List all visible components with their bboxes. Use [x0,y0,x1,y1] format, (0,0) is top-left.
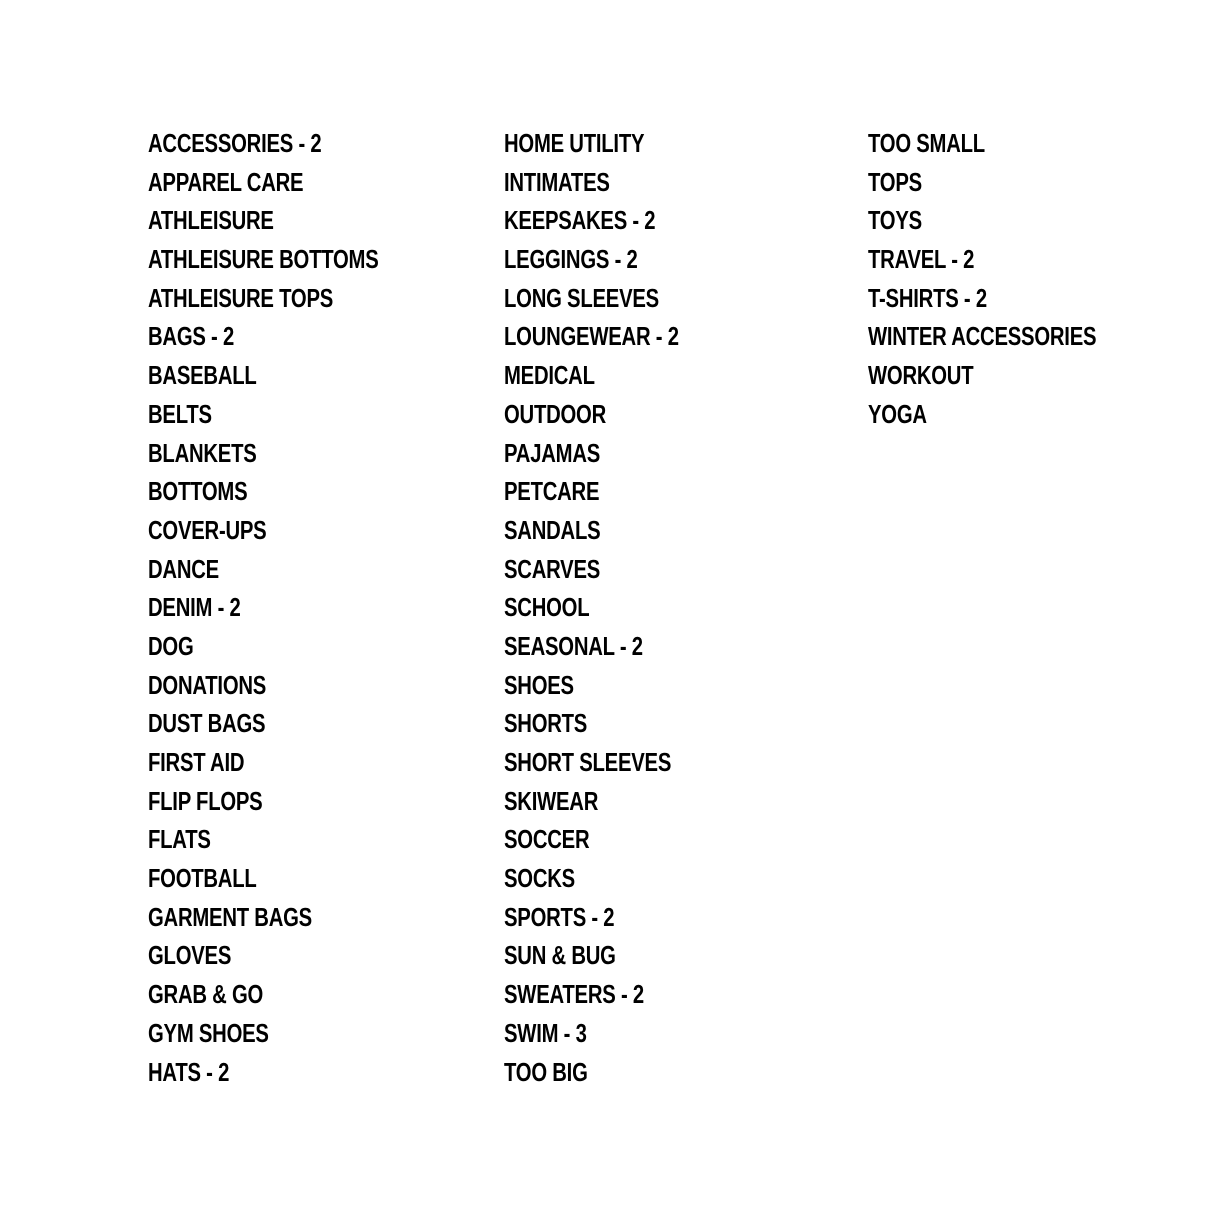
label-item: HOME UTILITY [504,128,645,158]
label-item: GARMENT BAGS [148,901,312,932]
label-item: TOPS [868,166,922,197]
label-item: WORKOUT [868,360,974,391]
label-item: LOUNGEWEAR - 2 [504,321,679,352]
label-item: GRAB & GO [148,979,264,1010]
label-item: FIRST AID [148,747,245,777]
label-item: LONG SLEEVES [504,282,659,313]
label-item: SHORTS [504,708,588,739]
label-item: HATS - 2 [148,1056,230,1087]
label-item: COVER-UPS [148,514,267,545]
label-item: SANDALS [504,514,601,545]
label-item: PETCARE [504,476,600,507]
label-item: DANCE [148,553,219,584]
label-item: INTIMATES [504,166,610,197]
label-column-2 [504,124,728,1091]
label-item: DENIM - 2 [148,592,241,623]
label-column-1 [148,124,444,1091]
label-item: FLATS [148,824,211,855]
label-item: LEGGINGS - 2 [504,244,638,275]
label-item: BLANKETS [148,437,257,468]
label-item: BAGS - 2 [148,321,235,352]
label-column-3 [868,124,1161,434]
label-item: FOOTBALL [148,863,257,894]
label-item: DONATIONS [148,669,267,700]
label-item: DOG [148,630,194,661]
label-item: PAJAMAS [504,437,601,468]
label-item: SEASONAL - 2 [504,630,643,661]
label-item: BOTTOMS [148,476,248,507]
label-item: SKIWEAR [504,785,599,816]
label-item: MEDICAL [504,360,595,391]
label-item: OUTDOOR [504,398,607,429]
label-item: FLIP FLOPS [148,785,263,816]
label-item: TOO SMALL [868,128,985,158]
label-item: SHORT SLEEVES [504,747,672,777]
label-item: GLOVES [148,940,232,971]
label-item: KEEPSAKES - 2 [504,205,656,236]
label-item: T-SHIRTS - 2 [868,282,987,313]
label-item: ATHLEISURE [148,205,274,236]
label-item: SCHOOL [504,592,590,623]
label-item: TRAVEL - 2 [868,244,975,275]
label-item: ATHLEISURE TOPS [148,282,334,313]
label-item: TOYS [868,205,922,236]
label-item: SWEATERS - 2 [504,979,644,1010]
label-item: BELTS [148,398,212,429]
label-item: ACCESSORIES - 2 [148,128,322,158]
label-item: ATHLEISURE BOTTOMS [148,244,379,275]
label-item: BASEBALL [148,360,257,391]
label-item: SHOES [504,669,574,700]
label-item: SWIM - 3 [504,1017,587,1048]
label-item: SCARVES [504,553,601,584]
label-item: SOCCER [504,824,590,855]
label-item: YOGA [868,398,927,429]
label-item: WINTER ACCESSORIES [868,321,1097,352]
label-item: APPAREL CARE [148,166,304,197]
label-item: DUST BAGS [148,708,266,739]
label-item: SUN & BUG [504,940,616,971]
label-item: SOCKS [504,863,575,894]
label-item: GYM SHOES [148,1017,269,1048]
label-item: TOO BIG [504,1056,588,1087]
label-item: SPORTS - 2 [504,901,615,932]
